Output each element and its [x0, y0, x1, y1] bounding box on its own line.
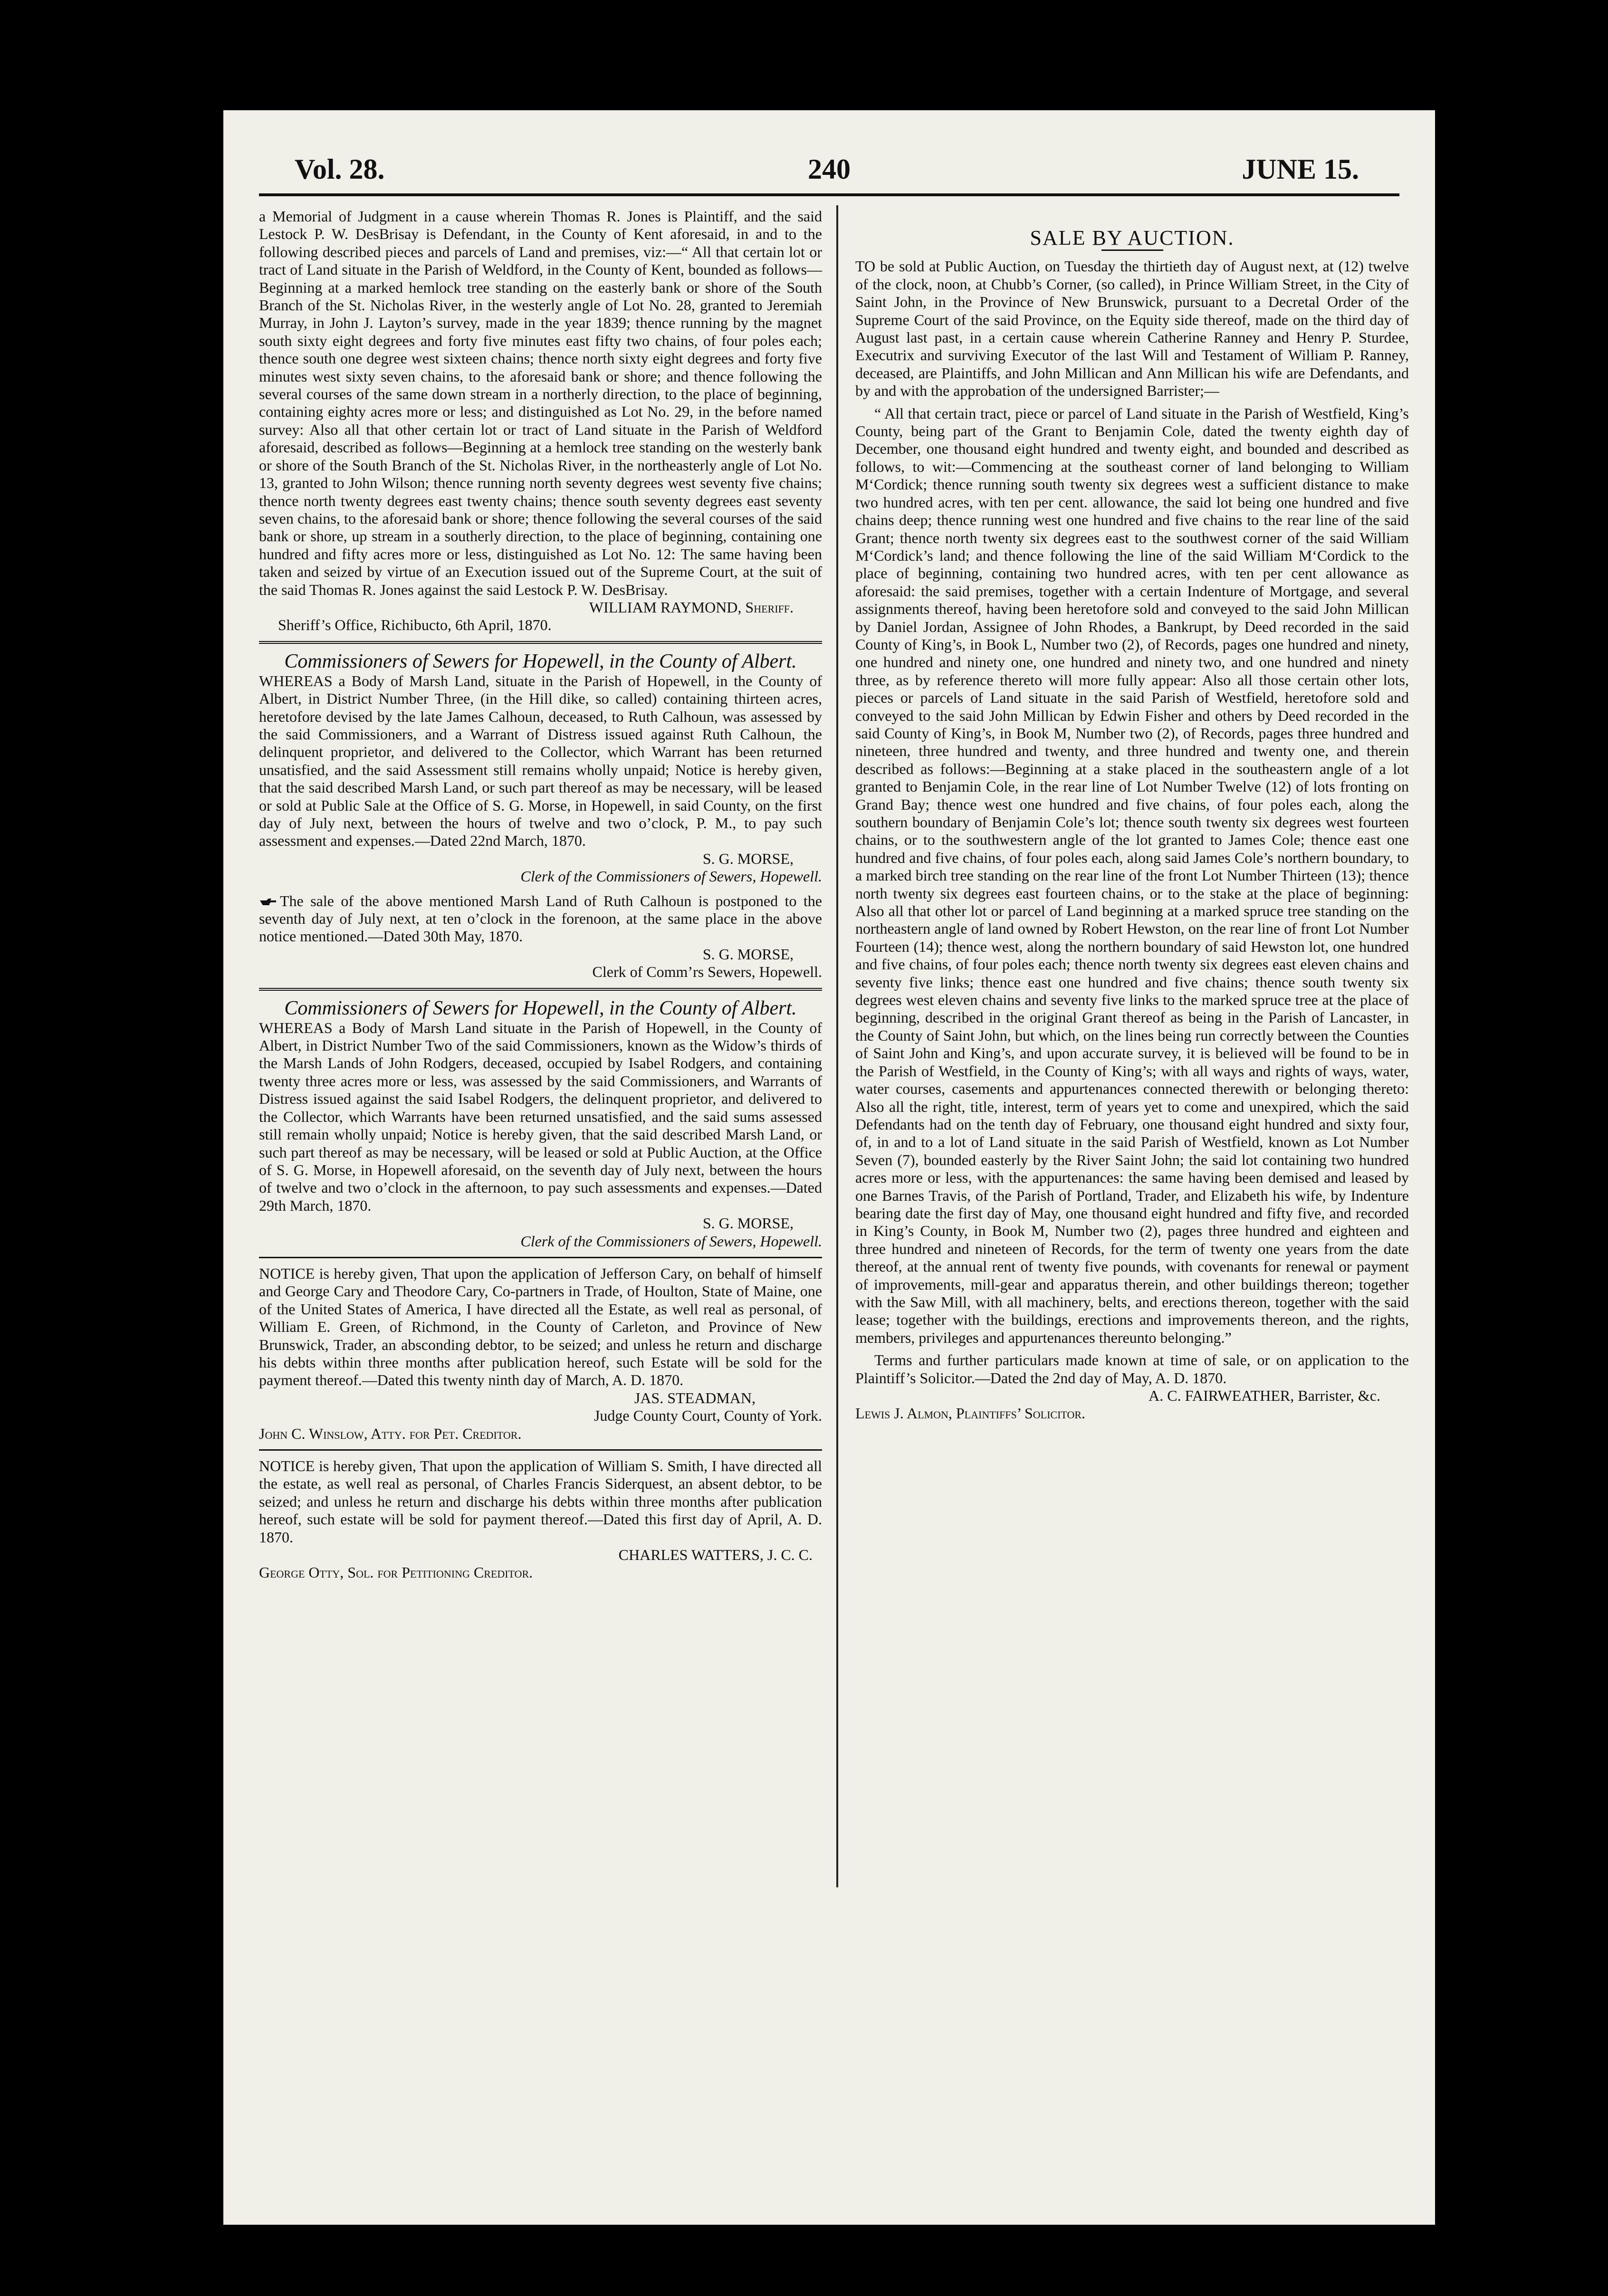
- absconding-debtor-attorney: John C. Winslow, Atty. for Pet. Creditor.: [259, 1425, 522, 1442]
- postponement-signer: S. G. MORSE,: [702, 945, 794, 963]
- auction-body: “ All that certain tract, piece or parcel of Land situate in the Parish of Westfield, King’s County, being part of the Grant to Benjamin Cole, dated the twenty eighth day of December, one thousand eight hundred and twenty eight, and bounded and described as follows, to wit:—Commencing at the southeast corner of land belonging to William M‘Cordick; thence running south twenty six degrees west a sufficient distance to make two hundred acres, with ten per cent. allowance, the said lot being one hundred and five chains deep; thence running west one hundred and five chains to the rear line of the said Grant; thence north twenty six degrees east to the southwest corner of the said William M‘Cordick’s land; and thence following the line of the said William M‘Cordick to the place of beginning, containing two hundred acres, with ten per cent allowance as aforesaid: the said premises, together with a certain Indenture of Mortgage, and several assignments thereof, having been heretofore sold and conveyed to the said John Millican by Daniel Jordan, Assignee of John Rhodes, a Bankrupt, by Deed recorded in the said County of King’s, in Book L, Number two (2), of Records, pages one hundred and ninety, one hundred and ninety one, one hundred and ninety two, and one hundred and ninety three, as by reference thereto will more fully appear: Also all those certain other lots, pieces or parcels of Land situate in the said Parish of Westfield, heretofore sold and conveyed to the said John Millican by Edwin Fisher and others by Deed recorded in the said County of King’s, in Book M, Number two (2), of Records, pages three hundred and nineteen, three hundred and twenty, and three hundred and twenty one, and therein described as follows:—Beginning at a stake placed in the southeastern angle of a lot granted to Benjamin Cole, in the rear line of Lot Number Twelve (12) of lots fronting on Grand Bay; thence west one hundred and five chains, of four poles each, along the southern boundary of Benjamin Cole’s lot; thence south twenty six degrees west fourteen chains, or to the southwestern angle of the lot granted to James Cole; thence east one hundred and five chains, of four poles each, along said James Cole’s northern boundary, to a marked birch tree standing on the rear line of the front Lot Number Thirteen (13); thence north twenty six degrees east fourteen chains, or to the stake at the place of beginning: Also all that other lot or parcel of Land beginning at a marked spruce tree standing on the northeastern angle of land owned by Robert Hewston, on the rear line of front Lot Number Fourteen (14); thence west, along the northern boundary of said Hewston lot, one hundred and five chains, of four poles each; thence north twenty six degrees east eleven chains and seventy five links; thence east one hundred and five chains; thence south twenty six degrees west eleven chains and seventy five links to the marked spruce tree at the place of beginning, described in the original Grant thereof as being in the Parish of Lancaster, in the County of Saint John, but which, on the lines being run correctly between the Counties of Saint John and King’s, and upon accurate survey, it is believed will be found to be in the Parish of Westfield, in the County of King’s; with all ways and rights of ways, water, water courses, casements and appurtenances connected therewith or belonging thereto: Also all the right, title, interest, term of years yet to come and unexpired, which the said Defendants had on the tenth day of February, one thousand eight hundred and sixty four, of, in and to a lot of Land situate in the said Parish of Westfield, known as Lot Number Seven (7), bounded easterly by the River Saint John; the said lot containing two hundred acres more or less, with the appurtenances: the same having been demised and leased by one Barnes Travis, of the Parish of Portland, Trader, and Elizabeth his wife, by Indenture bearing date the first day of May, one thousand eight hundred and fifty five, and recorded in King’s County, in Book M, Number two (2), pages three hundred and eighteen and three hundred and nineteen of Records, for the term of twenty one years from the date thereof, at the annual rent of twenty five pounds, with covenants for renewal or payment of improvements, mill-gear and apparatus therein, and other buildings thereon; together with the Saw Mill, with all machinery, belts, and erections thereon, together with the said lease; together with the buildings, erections and improvements thereon, and the rights, members, privileges and appurtenances thereunto belonging.”: [855, 404, 1409, 1346]
- absconding-debtor-notice-text: NOTICE is hereby given, That upon the application of Jefferson Cary, on behalf of himself and George Cary and Theodore Cary, Co-partners in Trade, of Houlton, State of Maine, one of the United States of America, I have directed all the Estate, as well real as personal, of William E. Green, of Richmond, in the County of Carleton, and Province of New Brunswick, Trader, an absconding debtor, to be seized; and unless he return and discharge his debts within three months after publication hereof, such Estate will be sold for the payment thereof.—Dated this twenty ninth day of March, A. D. 1870.: [259, 1264, 822, 1389]
- notice-divider: [259, 988, 822, 991]
- page-header: [223, 153, 1435, 196]
- sewers-notice-title: Clerk of the Commissioners of Sewers, Hopewell.: [520, 868, 822, 885]
- sewers-notice-text: WHEREAS a Body of Marsh Land, situate in the Parish of Hopewell, in the County of Albert, in District Number Three, (in the Hill dike, so called) containing thirteen acres, heretofore devised by the late James Calhoun, deceased, to Ruth Calhoun, was assessed by the said Commissioners, and a Warrant of Distress issued against Ruth Calhoun, the delinquent proprietor, and delivered to the Collector, which Warrant has been returned unsatisfied, and the said Assessment still remains wholly unpaid; Notice is hereby given, that the said described Marsh Land, or such part thereof as may be necessary, will be leased or sold at Public Sale at the Office of S. G. Morse, in Hopewell, in said County, on the first day of July next, between the hours of twelve and two o’clock, P. M., to pay such assessment and expenses.—Dated 22nd March, 1870.: [259, 672, 822, 850]
- page-number: 240: [808, 153, 851, 185]
- issue-date: JUNE 15.: [1242, 153, 1359, 185]
- sewers-notice2-title: Clerk of the Commissioners of Sewers, Hopewell.: [520, 1232, 822, 1250]
- sewers-notice2-heading: Commissioners of Sewers for Hopewell, in the County of Albert.: [284, 997, 797, 1019]
- auction-solicitor: Lewis J. Almon, Plaintiffs’ Solicitor.: [855, 1405, 1086, 1422]
- notice-divider: [259, 1257, 822, 1258]
- absconding-debtor-signer: JAS. STEADMAN,: [634, 1389, 756, 1406]
- auction-signer: A. C. FAIRWEATHER, Barrister, &c.: [1149, 1387, 1380, 1404]
- sheriff-notice-text: a Memorial of Judgment in a cause wherein Thomas R. Jones is Plaintiff, and the said Lestock P. W. DesBrisay is Defendant, in the County of Kent aforesaid, in and to the following described pieces and parcels of Land and premises, viz:—“ All that certain lot or tract of Land situate in the Parish of Weldford, in the County of Kent, bounded as follows—Beginning at a marked hemlock tree standing on the easterly bank or shore of the South Branch of the St. Nicholas River, in the westerly angle of Lot No. 28, granted to Jeremiah Murray, in John J. Layton’s survey, made in the year 1839; thence running by the magnet south sixty eight degrees and forty five minutes east fifty two chains, of four poles each; thence south one degree west sixteen chains; thence north sixty eight degrees and forty five minutes west sixty seven chains, to the aforesaid bank or shore; and thence following the several courses of the same down stream in a northerly direction, to the place of beginning, containing eighty acres more or less; and distinguished as Lot No. 29, in the before named survey: Also all that other certain lot or tract of Land situate in the Parish of Weldford aforesaid, described as follows—Beginning at a hemlock tree standing on the westerly bank or shore of the South Branch of the St. Nicholas River, in the northeasterly angle of Lot No. 13, granted to John Wilson; thence running north seventy degrees west seventy five chains; thence north twenty degrees east twenty chains; thence south seventy degrees east seventy seven chains, to the aforesaid bank or shore; thence following the several courses of the said bank or shore, up stream in a southerly direction, to the place of beginning, containing one hundred and fifty acres more or less, distinguished as Lot No. 12: The same having been taken and seized by virtue of an Execution issued out of the Supreme Court, at the suit of the said Thomas R. Jones against the said Lestock P. W. DesBrisay.: [259, 208, 822, 598]
- column-divider: [836, 205, 838, 1887]
- sheriff-signer: WILLIAM RAYMOND, Sheriff.: [589, 598, 794, 616]
- absent-debtor-solicitor: George Otty, Sol. for Petitioning Creditor.: [259, 1564, 533, 1581]
- absent-debtor-signer: CHARLES WATTERS, J. C. C.: [618, 1546, 813, 1564]
- volume-label: Vol. 28.: [295, 153, 385, 185]
- title-rule: [1101, 249, 1163, 251]
- notice-divider: [259, 641, 822, 644]
- sewers-notice-signer: S. G. MORSE,: [702, 850, 794, 867]
- auction-title: SALE BY AUCTION.: [1030, 226, 1235, 249]
- newspaper-page: [223, 110, 1435, 2225]
- postponement-title: Clerk of Comm’rs Sewers, Hopewell.: [592, 963, 822, 981]
- sheriff-office: Sheriff’s Office, Richibucto, 6th April, 1870.: [278, 616, 552, 634]
- notice-divider: [259, 1449, 822, 1451]
- auction-terms: Terms and further particulars made known at time of sale, or on application to the Plaintiff’s Solicitor.—Dated the 2nd day of May, A. D. 1870.: [855, 1351, 1409, 1387]
- absent-debtor-notice-text: NOTICE is hereby given, That upon the application of William S. Smith, I have directed all the estate, as well real as personal, of Charles Francis Siderquest, an absent debtor, to be seized; and unless he return and discharge his debts within three months after publication hereof, such estate will be sold for payment thereof.—Dated this first day of April, A. D. 1870.: [259, 1457, 822, 1546]
- left-column: [259, 208, 822, 1582]
- right-column: [855, 226, 1409, 1423]
- absconding-debtor-title: Judge County Court, County of York.: [593, 1407, 822, 1425]
- auction-intro: TO be sold at Public Auction, on Tuesday the thirtieth day of August next, at (12) twelve of the clock, noon, at Chubb’s Corner, (so called), in Prince William Street, in the City of Saint John, in the Province of New Brunswick, pursuant to a Decretal Order of the Supreme Court of the said Province, on the Equity side thereof, made on the third day of August last past, in a certain cause wherein Catherine Ranney and Henry P. Sturdee, Executrix and surviving Executor of the last Will and Testament of William P. Ranney, deceased, are Plaintiffs, and John Millican and Ann Millican his wife are Defendants, and by and with the approbation of the undersigned Barrister;—: [855, 258, 1409, 400]
- sewers-notice-heading: Commissioners of Sewers for Hopewell, in the County of Albert.: [284, 650, 797, 672]
- postponement-text: The sale of the above mentioned Marsh Land of Ruth Calhoun is postponed to the seventh day of July next, at ten o’clock in the forenoon, at the same place in the above notice mentioned.—Dated 30th May, 1870.: [259, 892, 822, 945]
- sewers-notice2-signer: S. G. MORSE,: [702, 1215, 794, 1232]
- sewers-notice2-text: WHEREAS a Body of Marsh Land situate in the Parish of Hopewell, in the County of Albert, in District Number Two of the said Commissioners, known as the Widow’s thirds of the Marsh Lands of John Rodgers, deceased, occupied by Isabel Rodgers, and containing twenty three acres more or less, was assessed by the said Commissioners, and Warrants of Distress issued against the said Isabel Rodgers, the delinquent proprietor, and delivered to the Collector, which Warrants have been returned unsatisfied, and the said sums assessed still remain wholly unpaid; Notice is hereby given, that the said described Marsh Land, or such part thereof as may be necessary, will be leased or sold at Public Auction, at the Office of S. G. Morse, in Hopewell aforesaid, on the seventh day of July next, between the hours of twelve and two o’clock in the afternoon, to pay such assessments and expenses.—Dated 29th March, 1870.: [259, 1019, 822, 1214]
- header-rule: [259, 193, 1399, 196]
- postponement-notice: [259, 892, 822, 946]
- pointing-hand-icon: [259, 898, 277, 907]
